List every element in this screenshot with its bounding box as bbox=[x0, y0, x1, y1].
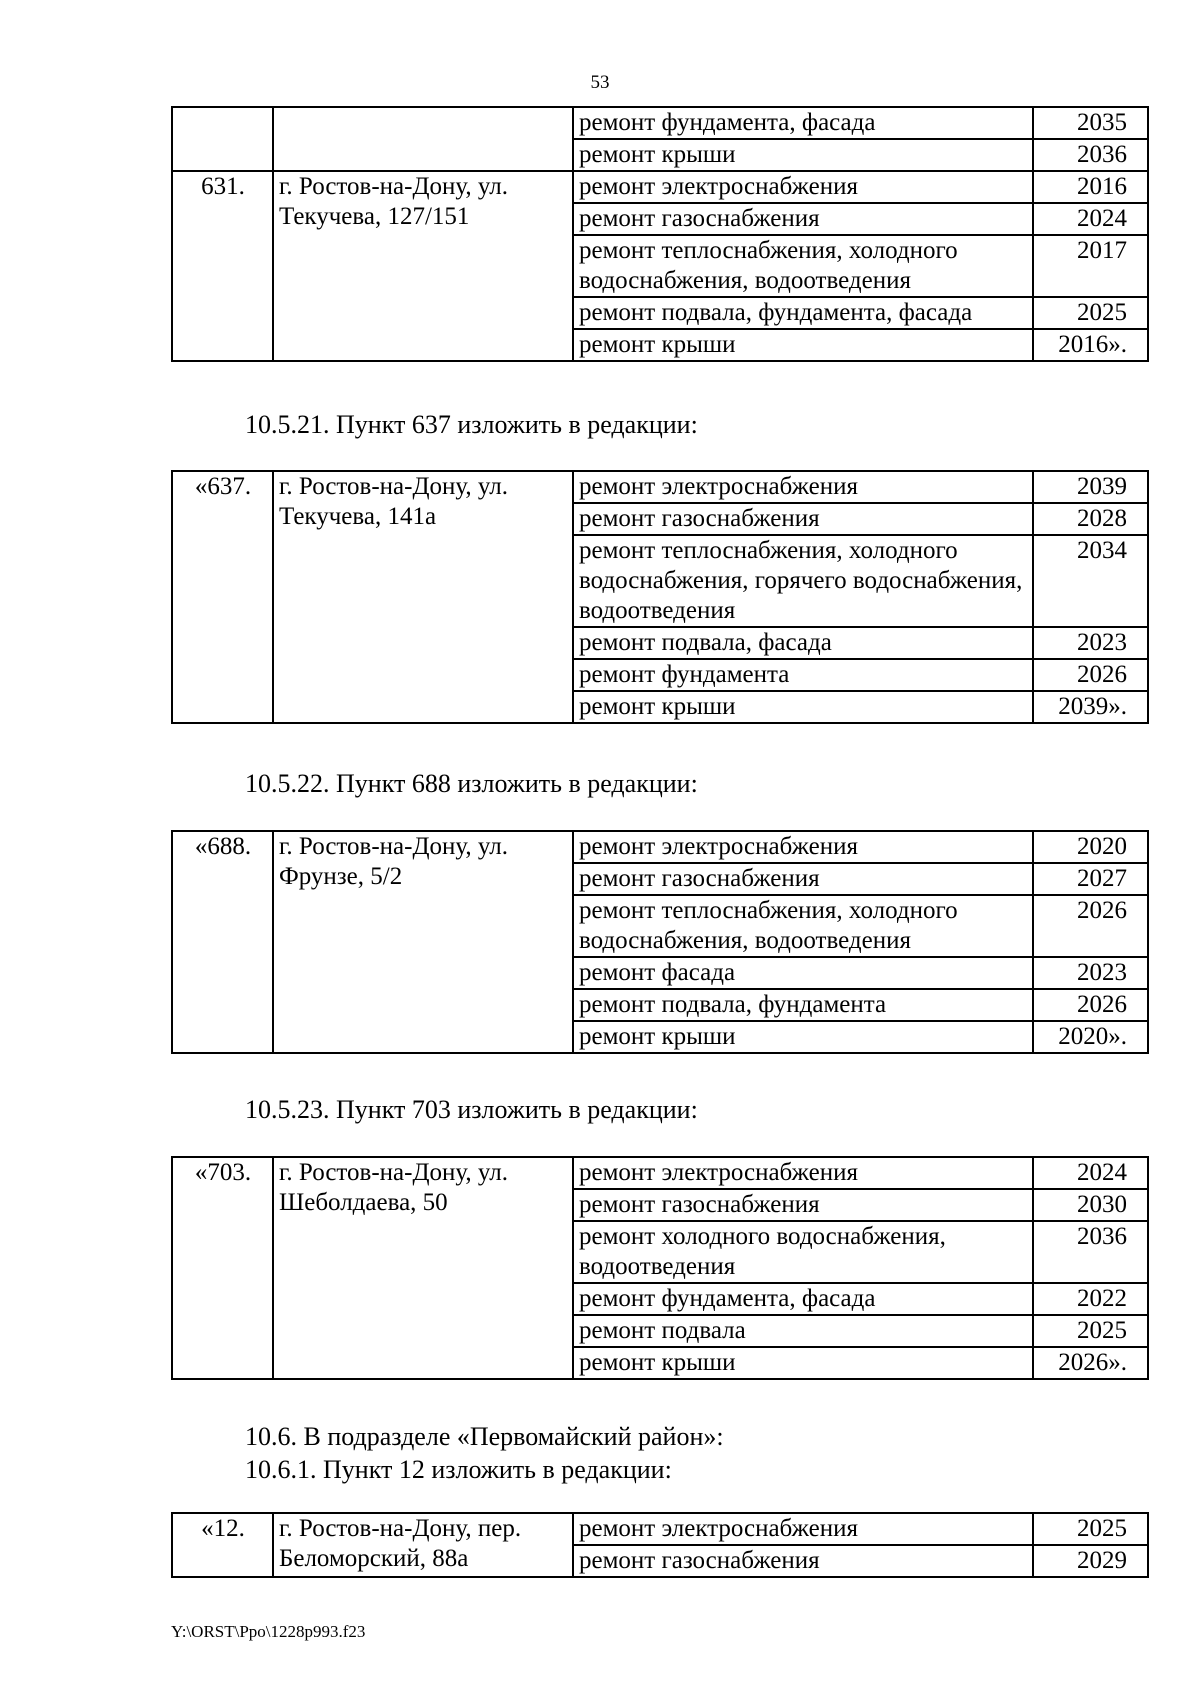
work-cell: ремонт электроснабжения bbox=[573, 831, 1033, 863]
page-number: 53 bbox=[590, 72, 610, 93]
work-cell: ремонт крыши bbox=[573, 1021, 1033, 1053]
address-cell: г. Ростов-на-Дону, пер. Беломорский, 88а bbox=[273, 1513, 573, 1577]
work-cell: ремонт электроснабжения bbox=[573, 1157, 1033, 1189]
work-cell: ремонт фасада bbox=[573, 957, 1033, 989]
work-cell: ремонт подвала, фасада bbox=[573, 627, 1033, 659]
table-item-637 bbox=[171, 470, 1149, 724]
year-cell: 2025 bbox=[1033, 297, 1148, 329]
work-cell: ремонт теплоснабжения, холодного водоснабжения, водоотведения bbox=[573, 895, 1033, 957]
year-cell: 2025 bbox=[1033, 1513, 1148, 1545]
work-cell: ремонт фундамента, фасада bbox=[573, 107, 1033, 139]
item-number-cell: «637. bbox=[172, 471, 273, 723]
item-number-cell: «12. bbox=[172, 1513, 273, 1577]
year-cell: 2027 bbox=[1033, 863, 1148, 895]
item-number-cell: «703. bbox=[172, 1157, 273, 1379]
work-cell: ремонт электроснабжения bbox=[573, 1513, 1033, 1545]
address-cell: г. Ростов-на-Дону, ул. Шеболдаева, 50 bbox=[273, 1157, 573, 1379]
address-cell: г. Ростов-на-Дону, ул. Текучева, 127/151 bbox=[273, 171, 573, 361]
work-cell: ремонт крыши bbox=[573, 1347, 1033, 1379]
work-cell: ремонт теплоснабжения, холодного водоснабжения, горячего водоснабжения, водоотведения bbox=[573, 535, 1033, 627]
year-cell: 2036 bbox=[1033, 1221, 1148, 1283]
table-item-631 bbox=[171, 106, 1149, 362]
address-cell: г. Ростов-на-Дону, ул. Фрунзе, 5/2 bbox=[273, 831, 573, 1053]
year-cell: 2020». bbox=[1033, 1021, 1148, 1053]
work-cell: ремонт подвала, фундамента, фасада bbox=[573, 297, 1033, 329]
work-cell: ремонт фундамента, фасада bbox=[573, 1283, 1033, 1315]
work-cell: ремонт крыши bbox=[573, 329, 1033, 361]
paragraph-item-688: 10.5.22. Пункт 688 изложить в редакции: bbox=[245, 769, 698, 798]
file-path-footer: Y:\ORST\Ppo\1228p993.f23 bbox=[171, 1622, 366, 1641]
year-cell: 2026». bbox=[1033, 1347, 1148, 1379]
table-item-12 bbox=[171, 1512, 1149, 1578]
year-cell: 2025 bbox=[1033, 1315, 1148, 1347]
work-cell: ремонт фундамента bbox=[573, 659, 1033, 691]
work-cell: ремонт газоснабжения bbox=[573, 503, 1033, 535]
paragraph-item-703: 10.5.23. Пункт 703 изложить в редакции: bbox=[245, 1095, 698, 1124]
year-cell: 2026 bbox=[1033, 989, 1148, 1021]
table-item-703 bbox=[171, 1156, 1149, 1380]
year-cell: 2039 bbox=[1033, 471, 1148, 503]
item-number-cell: «688. bbox=[172, 831, 273, 1053]
year-cell: 2034 bbox=[1033, 535, 1148, 627]
paragraph-item-12: 10.6.1. Пункт 12 изложить в редакции: bbox=[245, 1455, 672, 1484]
work-cell: ремонт электроснабжения bbox=[573, 471, 1033, 503]
year-cell: 2024 bbox=[1033, 1157, 1148, 1189]
year-cell: 2017 bbox=[1033, 235, 1148, 297]
item-number-cell: 631. bbox=[172, 171, 273, 361]
work-cell: ремонт электроснабжения bbox=[573, 171, 1033, 203]
table-item-688 bbox=[171, 830, 1149, 1054]
paragraph-subsection: 10.6. В подразделе «Первомайский район»: bbox=[245, 1422, 724, 1451]
work-cell: ремонт газоснабжения bbox=[573, 1189, 1033, 1221]
year-cell: 2023 bbox=[1033, 627, 1148, 659]
work-cell: ремонт газоснабжения bbox=[573, 203, 1033, 235]
year-cell: 2024 bbox=[1033, 203, 1148, 235]
work-cell: ремонт газоснабжения bbox=[573, 1545, 1033, 1577]
year-cell: 2030 bbox=[1033, 1189, 1148, 1221]
address-cell bbox=[273, 107, 573, 171]
year-cell: 2036 bbox=[1033, 139, 1148, 171]
work-cell: ремонт подвала, фундамента bbox=[573, 989, 1033, 1021]
year-cell: 2016 bbox=[1033, 171, 1148, 203]
year-cell: 2035 bbox=[1033, 107, 1148, 139]
year-cell: 2022 bbox=[1033, 1283, 1148, 1315]
item-number-cell bbox=[172, 107, 273, 171]
year-cell: 2026 bbox=[1033, 895, 1148, 957]
year-cell: 2023 bbox=[1033, 957, 1148, 989]
work-cell: ремонт крыши bbox=[573, 691, 1033, 723]
paragraph-item-637: 10.5.21. Пункт 637 изложить в редакции: bbox=[245, 410, 698, 439]
work-cell: ремонт крыши bbox=[573, 139, 1033, 171]
address-cell: г. Ростов-на-Дону, ул. Текучева, 141а bbox=[273, 471, 573, 723]
work-cell: ремонт подвала bbox=[573, 1315, 1033, 1347]
work-cell: ремонт холодного водоснабжения, водоотведения bbox=[573, 1221, 1033, 1283]
year-cell: 2029 bbox=[1033, 1545, 1148, 1577]
year-cell: 2039». bbox=[1033, 691, 1148, 723]
year-cell: 2026 bbox=[1033, 659, 1148, 691]
work-cell: ремонт теплоснабжения, холодного водоснабжения, водоотведения bbox=[573, 235, 1033, 297]
year-cell: 2028 bbox=[1033, 503, 1148, 535]
year-cell: 2016». bbox=[1033, 329, 1148, 361]
work-cell: ремонт газоснабжения bbox=[573, 863, 1033, 895]
year-cell: 2020 bbox=[1033, 831, 1148, 863]
